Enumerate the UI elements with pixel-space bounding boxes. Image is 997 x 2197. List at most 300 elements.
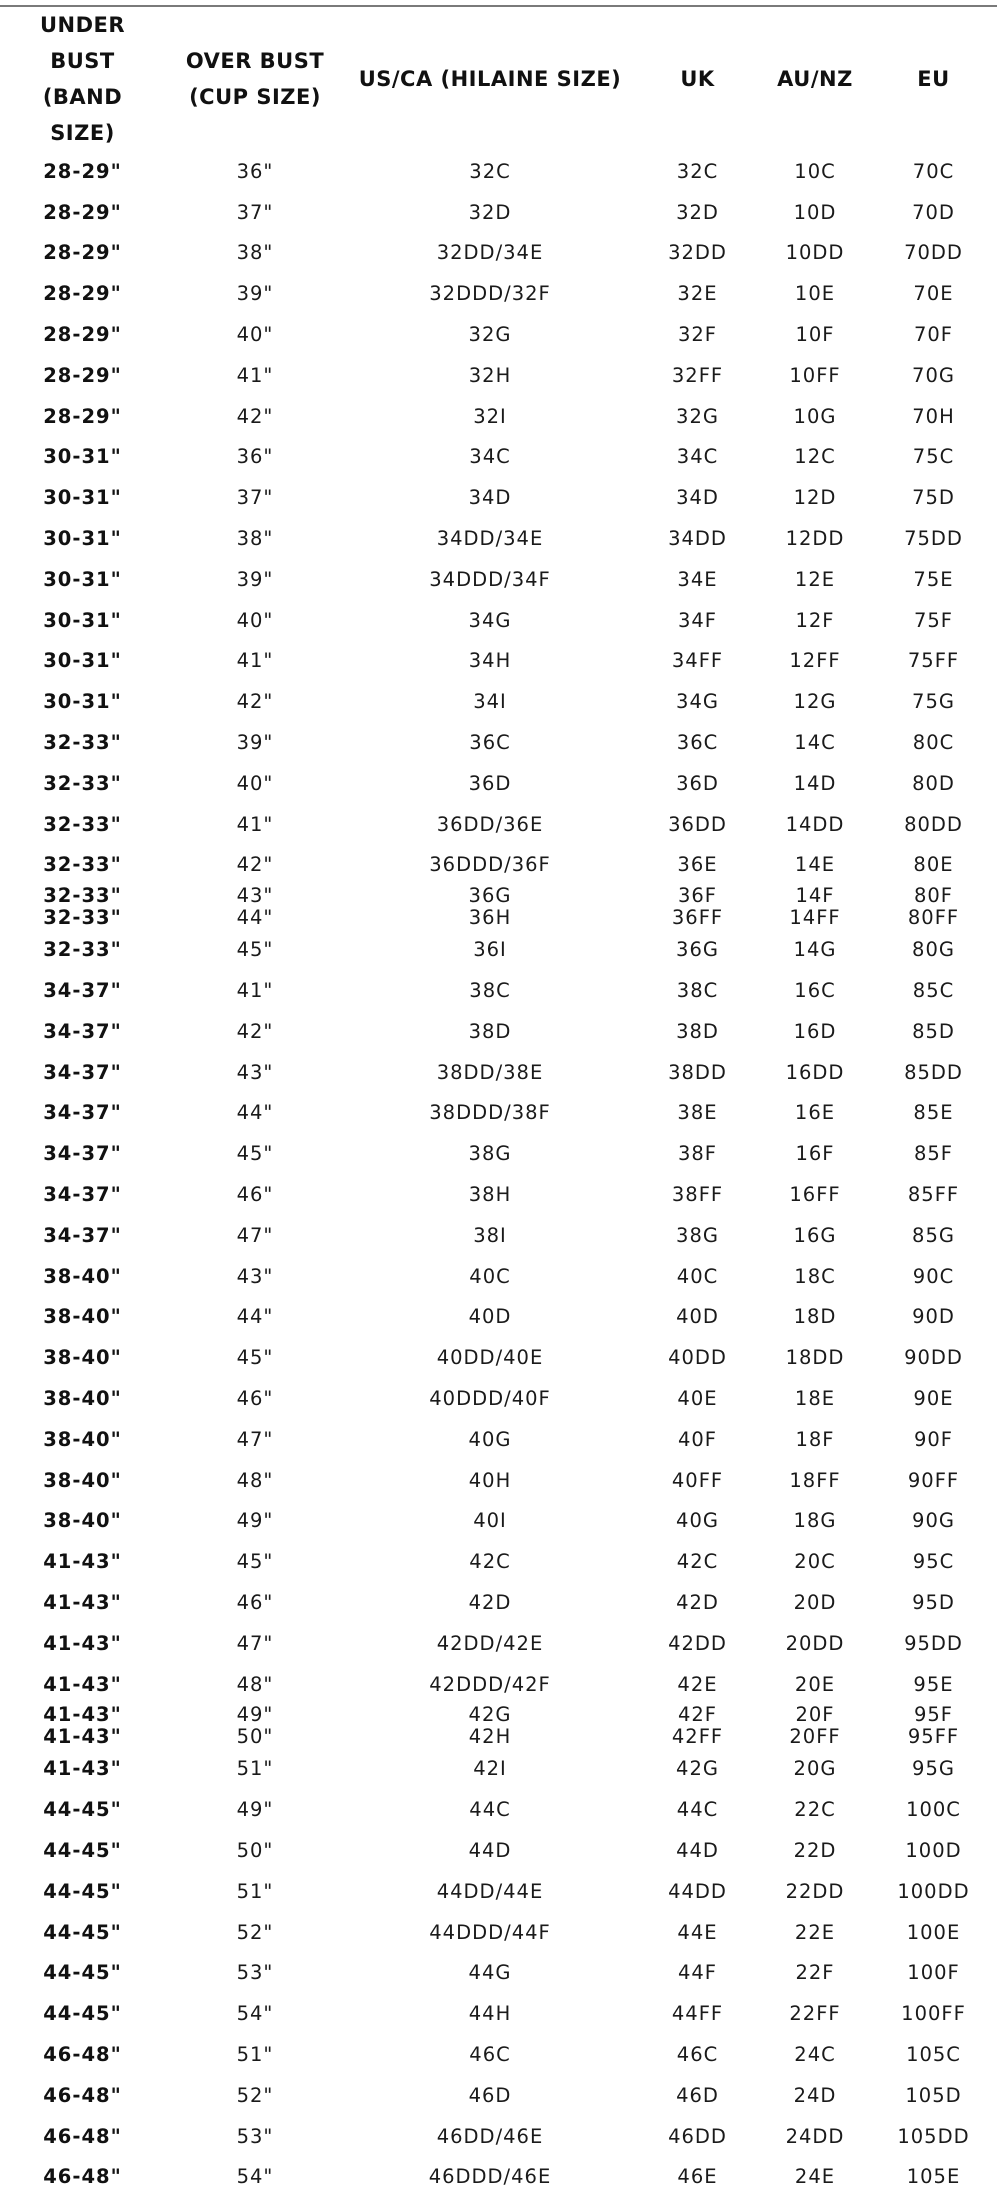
cup-size-cell: 54" xyxy=(236,2165,274,2189)
table-row xyxy=(0,1460,997,1501)
us-ca-size-cell: 36DDD/36F xyxy=(429,853,551,877)
cup-size-cell: 53" xyxy=(236,2124,274,2148)
us-ca-size-cell: 42I xyxy=(473,1757,507,1781)
us-ca-size-cell: 34C xyxy=(469,445,511,469)
cup-size-cell: 36" xyxy=(236,159,274,183)
table-row xyxy=(0,1664,997,1705)
eu-size-cell: 75E xyxy=(913,567,954,591)
au-nz-size-cell: 14C xyxy=(794,731,836,755)
us-ca-size-cell: 38I xyxy=(473,1223,507,1247)
eu-size-cell: 95C xyxy=(912,1550,955,1574)
band-size-cell: 30-31" xyxy=(43,649,122,673)
uk-size-cell: 46C xyxy=(676,2042,719,2066)
band-size-cell: 30-31" xyxy=(43,486,122,510)
us-ca-size-cell: 42C xyxy=(469,1550,511,1574)
band-size-cell: 41-43" xyxy=(43,1672,122,1696)
uk-size-cell: 44F xyxy=(677,1961,718,1985)
au-nz-size-cell: 14E xyxy=(794,853,836,877)
au-nz-size-cell: 20DD xyxy=(785,1631,845,1655)
eu-size-cell: 85G xyxy=(912,1223,955,1247)
us-ca-size-cell: 42DD/42E xyxy=(436,1631,544,1655)
table-row xyxy=(0,641,997,682)
au-nz-size-cell: 18G xyxy=(793,1509,837,1533)
us-ca-size-cell: 36C xyxy=(469,731,511,755)
au-nz-size-cell: 24E xyxy=(794,2165,836,2189)
cup-size-cell: 44" xyxy=(236,906,274,930)
uk-size-cell: 46DD xyxy=(668,2124,727,2148)
au-nz-size-cell: 20F xyxy=(795,1703,835,1727)
band-size-cell: 32-33" xyxy=(43,771,122,795)
band-size-cell: 30-31" xyxy=(43,690,122,714)
us-ca-size-cell: 36I xyxy=(473,938,507,962)
cup-size-cell: 38" xyxy=(236,241,274,265)
us-ca-size-cell: 38C xyxy=(469,979,511,1003)
band-size-cell: 32-33" xyxy=(43,812,122,836)
band-size-cell: 46-48" xyxy=(43,2083,122,2107)
band-size-cell: 46-48" xyxy=(43,2124,122,2148)
uk-size-cell: 38DD xyxy=(668,1060,727,1084)
au-nz-size-cell: 16F xyxy=(795,1142,835,1166)
eu-size-cell: 100F xyxy=(907,1961,960,1985)
table-row xyxy=(0,1748,997,1789)
us-ca-size-cell: 44DDD/44F xyxy=(429,1920,551,1944)
table-row xyxy=(0,1871,997,1912)
us-ca-size-cell: 36D xyxy=(468,771,512,795)
table-row xyxy=(0,600,997,641)
uk-size-cell: 38E xyxy=(677,1101,718,1125)
column-header-au-nz: AU/NZ xyxy=(777,67,853,91)
table-row xyxy=(0,1623,997,1664)
cup-size-cell: 40" xyxy=(236,323,274,347)
band-size-cell: 32-33" xyxy=(43,884,122,908)
au-nz-size-cell: 10G xyxy=(793,404,837,428)
us-ca-size-cell: 40G xyxy=(468,1427,512,1451)
au-nz-size-cell: 12E xyxy=(794,567,836,591)
uk-size-cell: 42D xyxy=(676,1590,719,1614)
eu-size-cell: 85C xyxy=(912,979,955,1003)
au-nz-size-cell: 16E xyxy=(794,1101,836,1125)
cup-size-cell: 36" xyxy=(236,445,274,469)
us-ca-size-cell: 46DD/46E xyxy=(436,2124,544,2148)
uk-size-cell: 38G xyxy=(676,1223,719,1247)
table-row xyxy=(0,1297,997,1338)
eu-size-cell: 105C xyxy=(906,2042,961,2066)
cup-size-cell: 46" xyxy=(236,1387,274,1410)
eu-size-cell: 80C xyxy=(912,731,955,755)
us-ca-size-cell: 32I xyxy=(473,404,507,428)
us-ca-size-cell: 34H xyxy=(468,649,512,673)
cup-size-cell: 45" xyxy=(236,1346,274,1370)
eu-size-cell: 70F xyxy=(913,323,954,347)
uk-size-cell: 42FF xyxy=(671,1725,724,1749)
au-nz-size-cell: 12FF xyxy=(789,649,841,673)
band-size-cell: 44-45" xyxy=(43,2002,122,2026)
au-nz-size-cell: 10DD xyxy=(785,241,845,265)
band-size-cell: 30-31" xyxy=(43,445,122,469)
au-nz-size-cell: 12G xyxy=(793,690,837,714)
column-header-us-ca: US/CA (HILAINE SIZE) xyxy=(358,67,622,91)
au-nz-size-cell: 10E xyxy=(794,282,836,306)
eu-size-cell: 95E xyxy=(913,1672,954,1696)
table-row xyxy=(0,1830,997,1871)
table-row xyxy=(0,1726,997,1748)
cup-size-cell: 40" xyxy=(236,608,274,632)
eu-size-cell: 70H xyxy=(912,404,955,428)
us-ca-size-cell: 40D xyxy=(468,1305,512,1329)
cup-size-cell: 41" xyxy=(236,979,274,1003)
us-ca-size-cell: 46DDD/46E xyxy=(428,2165,552,2189)
band-size-cell: 34-37" xyxy=(43,979,122,1003)
au-nz-size-cell: 14G xyxy=(793,938,837,962)
au-nz-size-cell: 22F xyxy=(795,1961,835,1985)
us-ca-size-cell: 32DD/34E xyxy=(436,241,544,265)
au-nz-size-cell: 18FF xyxy=(789,1468,841,1492)
us-ca-size-cell: 46C xyxy=(469,2042,511,2066)
au-nz-size-cell: 20FF xyxy=(789,1725,841,1749)
table-row xyxy=(0,559,997,600)
table-row xyxy=(0,1256,997,1297)
uk-size-cell: 46D xyxy=(676,2083,719,2107)
uk-size-cell: 32FF xyxy=(671,363,724,387)
cup-size-cell: 51" xyxy=(236,1757,274,1781)
us-ca-size-cell: 42D xyxy=(468,1590,512,1614)
eu-size-cell: 90F xyxy=(913,1427,954,1451)
eu-size-cell: 90E xyxy=(913,1387,954,1410)
table-row xyxy=(0,1215,997,1256)
table-row xyxy=(0,396,997,437)
uk-size-cell: 42F xyxy=(677,1703,718,1727)
uk-size-cell: 38D xyxy=(676,1019,719,1043)
eu-size-cell: 85FF xyxy=(907,1183,960,1207)
band-size-cell: 41-43" xyxy=(43,1590,122,1614)
au-nz-size-cell: 22C xyxy=(794,1798,836,1822)
band-size-cell: 41-43" xyxy=(43,1725,122,1749)
cup-size-cell: 46" xyxy=(236,1590,274,1614)
us-ca-size-cell: 38DDD/38F xyxy=(429,1101,551,1125)
uk-size-cell: 34F xyxy=(677,608,718,632)
table-row xyxy=(0,151,997,192)
au-nz-size-cell: 16D xyxy=(793,1019,837,1043)
eu-size-cell: 95F xyxy=(913,1703,954,1727)
au-nz-size-cell: 16FF xyxy=(789,1183,841,1207)
us-ca-size-cell: 44G xyxy=(468,1961,512,1985)
au-nz-size-cell: 10C xyxy=(794,159,836,183)
au-nz-size-cell: 22FF xyxy=(789,2002,841,2026)
au-nz-size-cell: 14F xyxy=(795,884,835,908)
uk-size-cell: 32E xyxy=(677,282,718,306)
table-row xyxy=(0,355,997,396)
cup-size-cell: 42" xyxy=(236,1019,274,1043)
au-nz-size-cell: 14DD xyxy=(785,812,845,836)
eu-size-cell: 75DD xyxy=(904,527,963,551)
uk-size-cell: 32G xyxy=(676,404,719,428)
au-nz-size-cell: 18F xyxy=(795,1427,835,1451)
au-nz-size-cell: 20E xyxy=(794,1672,836,1696)
band-size-cell: 41-43" xyxy=(43,1631,122,1655)
eu-size-cell: 90C xyxy=(912,1264,955,1288)
us-ca-size-cell: 34D xyxy=(468,486,512,510)
uk-size-cell: 42E xyxy=(677,1672,718,1696)
cup-size-cell: 51" xyxy=(236,1879,274,1903)
cup-size-cell: 43" xyxy=(236,1060,274,1084)
cup-size-cell: 54" xyxy=(236,2002,274,2026)
cup-size-cell: 42" xyxy=(236,690,274,714)
eu-size-cell: 85D xyxy=(912,1019,955,1043)
us-ca-size-cell: 40DD/40E xyxy=(436,1346,544,1370)
eu-size-cell: 80E xyxy=(913,853,954,877)
eu-size-cell: 100C xyxy=(906,1798,961,1822)
eu-size-cell: 100D xyxy=(905,1838,962,1862)
table-row xyxy=(0,1337,997,1378)
table-row xyxy=(0,722,997,763)
eu-size-cell: 90G xyxy=(912,1509,955,1533)
eu-size-cell: 85E xyxy=(913,1101,954,1125)
band-size-cell: 38-40" xyxy=(43,1509,122,1533)
us-ca-size-cell: 42G xyxy=(468,1703,512,1727)
band-size-cell: 28-29" xyxy=(43,159,122,183)
band-size-cell: 34-37" xyxy=(43,1101,122,1125)
au-nz-size-cell: 12C xyxy=(794,445,836,469)
table-row xyxy=(0,885,997,907)
us-ca-size-cell: 34DD/34E xyxy=(436,527,544,551)
table-row xyxy=(0,1993,997,2034)
au-nz-size-cell: 14D xyxy=(793,771,837,795)
us-ca-size-cell: 44D xyxy=(468,1838,512,1862)
table-row xyxy=(0,1789,997,1830)
eu-size-cell: 100FF xyxy=(901,2002,966,2026)
uk-size-cell: 36C xyxy=(676,731,719,755)
eu-size-cell: 70DD xyxy=(904,241,963,265)
uk-size-cell: 36F xyxy=(677,884,718,908)
cup-size-cell: 42" xyxy=(236,853,274,877)
uk-size-cell: 46E xyxy=(677,2165,718,2189)
au-nz-size-cell: 20D xyxy=(793,1590,837,1614)
au-nz-size-cell: 14FF xyxy=(789,906,841,930)
band-size-cell: 32-33" xyxy=(43,938,122,962)
band-size-cell: 38-40" xyxy=(43,1387,122,1410)
au-nz-size-cell: 18D xyxy=(793,1305,837,1329)
us-ca-size-cell: 42H xyxy=(468,1725,512,1749)
cup-size-cell: 41" xyxy=(236,649,274,673)
eu-size-cell: 70D xyxy=(912,200,955,224)
au-nz-size-cell: 12D xyxy=(793,486,837,510)
table-row xyxy=(0,1378,997,1419)
table-row xyxy=(0,845,997,886)
cup-size-cell: 51" xyxy=(236,2042,274,2066)
band-size-cell: 38-40" xyxy=(43,1264,122,1288)
au-nz-size-cell: 18E xyxy=(794,1387,836,1410)
us-ca-size-cell: 36G xyxy=(468,884,512,908)
us-ca-size-cell: 34I xyxy=(473,690,507,714)
uk-size-cell: 32F xyxy=(677,323,718,347)
cup-size-cell: 37" xyxy=(236,200,274,224)
eu-size-cell: 80G xyxy=(912,938,955,962)
eu-size-cell: 75F xyxy=(913,608,954,632)
band-size-cell: 28-29" xyxy=(43,241,122,265)
au-nz-size-cell: 24DD xyxy=(785,2124,845,2148)
us-ca-size-cell: 32H xyxy=(468,363,512,387)
au-nz-size-cell: 16DD xyxy=(785,1060,845,1084)
eu-size-cell: 90DD xyxy=(904,1346,963,1370)
eu-size-cell: 80D xyxy=(912,771,955,795)
uk-size-cell: 42C xyxy=(676,1550,719,1574)
cup-size-cell: 39" xyxy=(236,282,274,306)
au-nz-size-cell: 22E xyxy=(794,1920,836,1944)
cup-size-cell: 49" xyxy=(236,1798,274,1822)
uk-size-cell: 40F xyxy=(677,1427,718,1451)
eu-size-cell: 105E xyxy=(906,2165,961,2189)
au-nz-size-cell: 10FF xyxy=(789,363,841,387)
table-header xyxy=(0,7,997,151)
uk-size-cell: 40E xyxy=(677,1387,718,1410)
column-header-over-bust: OVER BUST (CUP SIZE) xyxy=(185,49,325,109)
table-row xyxy=(0,1133,997,1174)
cup-size-cell: 52" xyxy=(236,2083,274,2107)
uk-size-cell: 44E xyxy=(677,1920,718,1944)
au-nz-size-cell: 20C xyxy=(794,1550,836,1574)
uk-size-cell: 32DD xyxy=(668,241,727,265)
au-nz-size-cell: 22DD xyxy=(785,1879,845,1903)
cup-size-cell: 46" xyxy=(236,1183,274,1207)
us-ca-size-cell: 40C xyxy=(469,1264,511,1288)
cup-size-cell: 49" xyxy=(236,1703,274,1727)
eu-size-cell: 75FF xyxy=(907,649,960,673)
cup-size-cell: 47" xyxy=(236,1427,274,1451)
uk-size-cell: 36E xyxy=(677,853,718,877)
cup-size-cell: 49" xyxy=(236,1509,274,1533)
us-ca-size-cell: 38G xyxy=(468,1142,512,1166)
table-row xyxy=(0,518,997,559)
band-size-cell: 44-45" xyxy=(43,1920,122,1944)
eu-size-cell: 90FF xyxy=(907,1468,960,1492)
uk-size-cell: 42DD xyxy=(668,1631,727,1655)
uk-size-cell: 36FF xyxy=(671,906,724,930)
size-chart-table xyxy=(0,7,997,2197)
uk-size-cell: 42G xyxy=(676,1757,719,1781)
uk-size-cell: 36G xyxy=(676,938,719,962)
table-row xyxy=(0,1052,997,1093)
au-nz-size-cell: 18C xyxy=(794,1264,836,1288)
cup-size-cell: 43" xyxy=(236,884,274,908)
band-size-cell: 28-29" xyxy=(43,363,122,387)
band-size-cell: 44-45" xyxy=(43,1838,122,1862)
uk-size-cell: 34FF xyxy=(671,649,724,673)
table-row xyxy=(0,681,997,722)
table-row xyxy=(0,2075,997,2116)
au-nz-size-cell: 12DD xyxy=(785,527,845,551)
us-ca-size-cell: 32C xyxy=(469,159,511,183)
cup-size-cell: 40" xyxy=(236,771,274,795)
eu-size-cell: 105D xyxy=(905,2083,962,2107)
table-row xyxy=(0,907,997,929)
cup-size-cell: 44" xyxy=(236,1101,274,1125)
table-row xyxy=(0,1419,997,1460)
table-row xyxy=(0,1582,997,1623)
eu-size-cell: 80DD xyxy=(904,812,963,836)
uk-size-cell: 38F xyxy=(677,1142,718,1166)
uk-size-cell: 40D xyxy=(676,1305,719,1329)
size-chart xyxy=(0,7,997,2197)
us-ca-size-cell: 32DDD/32F xyxy=(429,282,551,306)
cup-size-cell: 39" xyxy=(236,731,274,755)
table-row xyxy=(0,2034,997,2075)
band-size-cell: 34-37" xyxy=(43,1142,122,1166)
us-ca-size-cell: 40DDD/40F xyxy=(429,1387,551,1410)
eu-size-cell: 75C xyxy=(912,445,955,469)
us-ca-size-cell: 32D xyxy=(468,200,512,224)
table-row xyxy=(0,1501,997,1542)
eu-size-cell: 95FF xyxy=(907,1725,960,1749)
band-size-cell: 38-40" xyxy=(43,1427,122,1451)
uk-size-cell: 44DD xyxy=(668,1879,727,1903)
uk-size-cell: 40C xyxy=(676,1264,719,1288)
table-row xyxy=(0,970,997,1011)
us-ca-size-cell: 42DDD/42F xyxy=(429,1672,551,1696)
band-size-cell: 34-37" xyxy=(43,1223,122,1247)
eu-size-cell: 100DD xyxy=(897,1879,970,1903)
uk-size-cell: 34C xyxy=(676,445,719,469)
eu-size-cell: 100E xyxy=(906,1920,961,1944)
table-row xyxy=(0,1093,997,1134)
eu-size-cell: 70G xyxy=(912,363,955,387)
us-ca-size-cell: 36H xyxy=(468,906,512,930)
cup-size-cell: 45" xyxy=(236,938,274,962)
table-row xyxy=(0,314,997,355)
cup-size-cell: 45" xyxy=(236,1550,274,1574)
band-size-cell: 30-31" xyxy=(43,608,122,632)
uk-size-cell: 38FF xyxy=(671,1183,724,1207)
uk-size-cell: 34DD xyxy=(668,527,727,551)
table-row xyxy=(0,192,997,233)
band-size-cell: 44-45" xyxy=(43,1798,122,1822)
band-size-cell: 34-37" xyxy=(43,1060,122,1084)
uk-size-cell: 34E xyxy=(677,567,718,591)
band-size-cell: 38-40" xyxy=(43,1346,122,1370)
band-size-cell: 34-37" xyxy=(43,1019,122,1043)
band-size-cell: 28-29" xyxy=(43,282,122,306)
us-ca-size-cell: 34DDD/34F xyxy=(429,567,551,591)
table-row xyxy=(0,273,997,314)
cup-size-cell: 47" xyxy=(236,1631,274,1655)
band-size-cell: 32-33" xyxy=(43,853,122,877)
eu-size-cell: 75D xyxy=(912,486,955,510)
table-row xyxy=(0,1174,997,1215)
table-row xyxy=(0,233,997,274)
au-nz-size-cell: 22D xyxy=(793,1838,837,1862)
band-size-cell: 44-45" xyxy=(43,1961,122,1985)
eu-size-cell: 105DD xyxy=(897,2124,970,2148)
uk-size-cell: 40DD xyxy=(668,1346,727,1370)
eu-size-cell: 95D xyxy=(912,1590,955,1614)
uk-size-cell: 34G xyxy=(676,690,719,714)
cup-size-cell: 44" xyxy=(236,1305,274,1329)
table-row xyxy=(0,804,997,845)
uk-size-cell: 36DD xyxy=(668,812,727,836)
uk-size-cell: 38C xyxy=(676,979,719,1003)
us-ca-size-cell: 36DD/36E xyxy=(436,812,544,836)
eu-size-cell: 70E xyxy=(913,282,954,306)
table-row xyxy=(0,929,997,970)
band-size-cell: 32-33" xyxy=(43,906,122,930)
table-body xyxy=(0,151,997,2197)
uk-size-cell: 32D xyxy=(676,200,719,224)
au-nz-size-cell: 24C xyxy=(794,2042,836,2066)
table-row xyxy=(0,1541,997,1582)
band-size-cell: 46-48" xyxy=(43,2042,122,2066)
cup-size-cell: 41" xyxy=(236,363,274,387)
band-size-cell: 28-29" xyxy=(43,404,122,428)
band-size-cell: 34-37" xyxy=(43,1183,122,1207)
